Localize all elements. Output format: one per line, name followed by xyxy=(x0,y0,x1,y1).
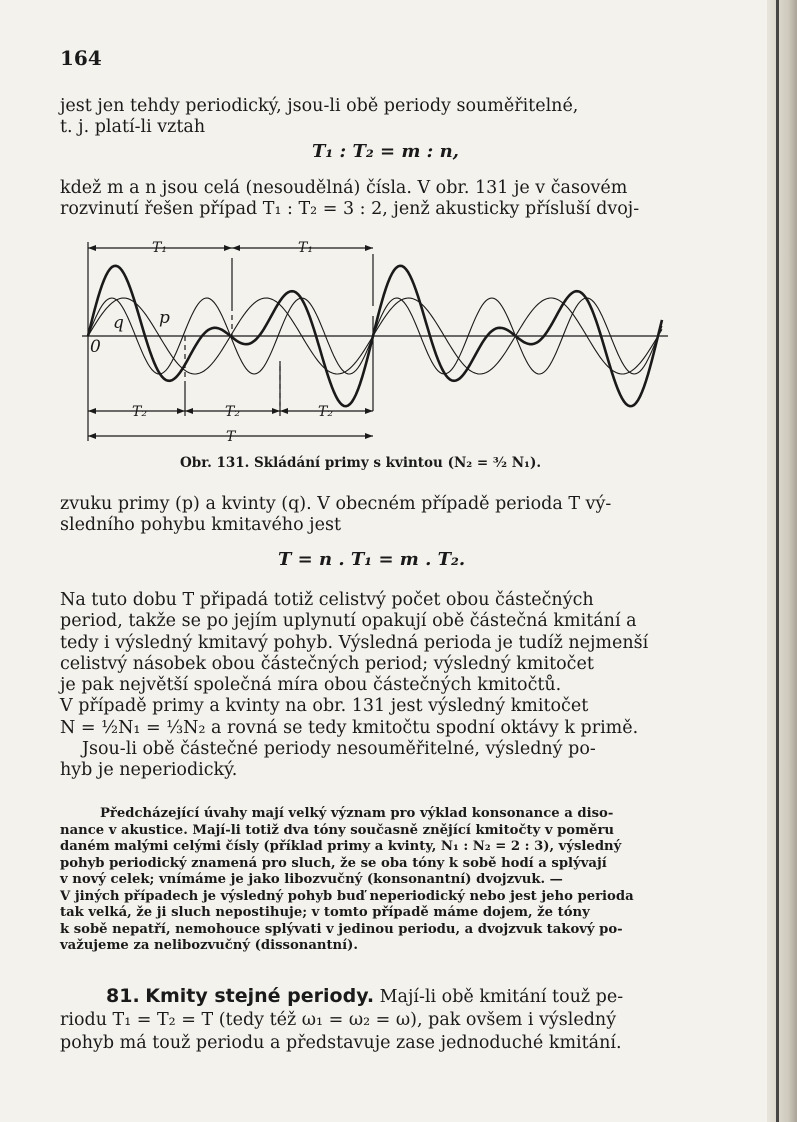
label-T1-first: T₁ xyxy=(152,240,167,256)
label-p: p xyxy=(159,308,170,328)
text-line: sledního pohybu kmitavého jest xyxy=(60,515,341,535)
text-line: daném malými celými čísly (příklad primy a kvinty, N₁ : N₂ = 2 : 3), výsledný xyxy=(60,839,622,854)
page-edge xyxy=(767,0,797,1122)
section-title: Kmity stejné periody. xyxy=(145,985,375,1007)
label-T2-first: T₂ xyxy=(132,404,147,420)
text-line: Předcházející úvahy mají velký význam pro výklad konsonance a diso- xyxy=(100,806,614,821)
label-T2-third: T₂ xyxy=(318,404,333,420)
text-line: V jiných případech je výsledný pohyb buď neperiodický nebo jest jeho perioda xyxy=(60,888,634,904)
text-line: Jsou-li obě částečné periody nesouměřitelné, výsledný po- xyxy=(82,739,596,760)
text-line: k sobě nepatří, nemohouce splývati v jedinou periodu, a dvojzvuk takový po- xyxy=(60,921,623,937)
page-binding-line xyxy=(776,0,779,1122)
paragraph-1 xyxy=(60,96,692,138)
label-T2-second: T₂ xyxy=(225,404,240,420)
text-line: kdež m a n jsou celá (nesoudělná) čísla. V obr. 131 je v časovém xyxy=(60,178,628,198)
paragraph-4 xyxy=(60,590,692,782)
text-line: pohyb periodický znamená pro sluch, že se oba tóny k sobě hodí a splývají xyxy=(60,855,607,871)
oscillation-figure xyxy=(60,236,680,452)
text-line: N = ½N₁ = ⅓N₂ a rovná se tedy kmitočtu spodní oktávy k primě. xyxy=(60,717,639,738)
text-line: nance v akustice. Mají-li totiž dva tóny současně znějící kmitočty v poměru xyxy=(60,822,614,838)
text-line: rozvinutí řešen případ T₁ : T₂ = 3 : 2, jenž akusticky přísluší dvoj- xyxy=(60,199,640,219)
label-q: q xyxy=(113,313,124,333)
page-number: 164 xyxy=(60,46,102,70)
small-print-note xyxy=(60,806,688,955)
paragraph-2 xyxy=(60,178,692,220)
text-line: t. j. platí-li vztah xyxy=(60,117,206,137)
paragraph-3 xyxy=(60,494,692,536)
text-line: važujeme za nelibozvučný (dissonantní). xyxy=(60,938,358,953)
label-origin: 0 xyxy=(90,337,101,357)
text-line: pohyb má touž periodu a představuje zase jednoduché kmitání. xyxy=(60,1033,622,1053)
section-text: Mají-li obě kmitání touž pe- xyxy=(374,987,624,1007)
text-line: je pak největší společná míra obou částečných kmitočtů. xyxy=(60,675,562,696)
text-line: tedy i výsledný kmitavý pohyb. Výsledná perioda je tudíž nejmenší xyxy=(60,632,649,653)
text-line: tak velká, že ji sluch nepostihuje; v tomto případě máme dojem, že tóny xyxy=(60,905,590,920)
bottom-dimension-lines xyxy=(88,306,373,441)
text-line: V případě primy a kvinty na obr. 131 jest výsledný kmitočet xyxy=(60,696,589,717)
text-line: hyb je neperiodický. xyxy=(60,760,238,781)
text-line: riodu T₁ = T₂ = T (tedy též ω₁ = ω₂ = ω), pak ovšem i výsledný xyxy=(60,1010,617,1030)
section-number: 81. xyxy=(106,985,140,1007)
text-line: period, takže se po jejím uplynutí opakují obě částečná kmitání a xyxy=(60,611,637,632)
label-T1-second: T₁ xyxy=(298,240,313,256)
label-T: T xyxy=(226,429,236,445)
equation-ratio: T₁ : T₂ = m : n, xyxy=(312,141,459,162)
text-line: jest jen tehdy periodický, jsou-li obě periody souměřitelné, xyxy=(60,96,579,116)
text-line: v nový celek; vnímáme je jako libozvučný (konsonantní) dvojzvuk. — xyxy=(60,872,563,887)
section-81 xyxy=(60,985,692,1055)
text-line: zvuku primy (p) a kvinty (q). V obecném případě perioda T vý- xyxy=(60,494,612,514)
equation-period: T = n . T₁ = m . T₂. xyxy=(278,549,466,570)
text-line: celistvý násobek obou částečných period; výsledný kmitočet xyxy=(60,653,594,674)
figure-caption: Obr. 131. Skládání primy s kvintou (N₂ = ³⁄₂ N₁). xyxy=(180,455,542,471)
text-line: Na tuto dobu T připadá totiž celistvý počet obou částečných xyxy=(60,590,594,610)
